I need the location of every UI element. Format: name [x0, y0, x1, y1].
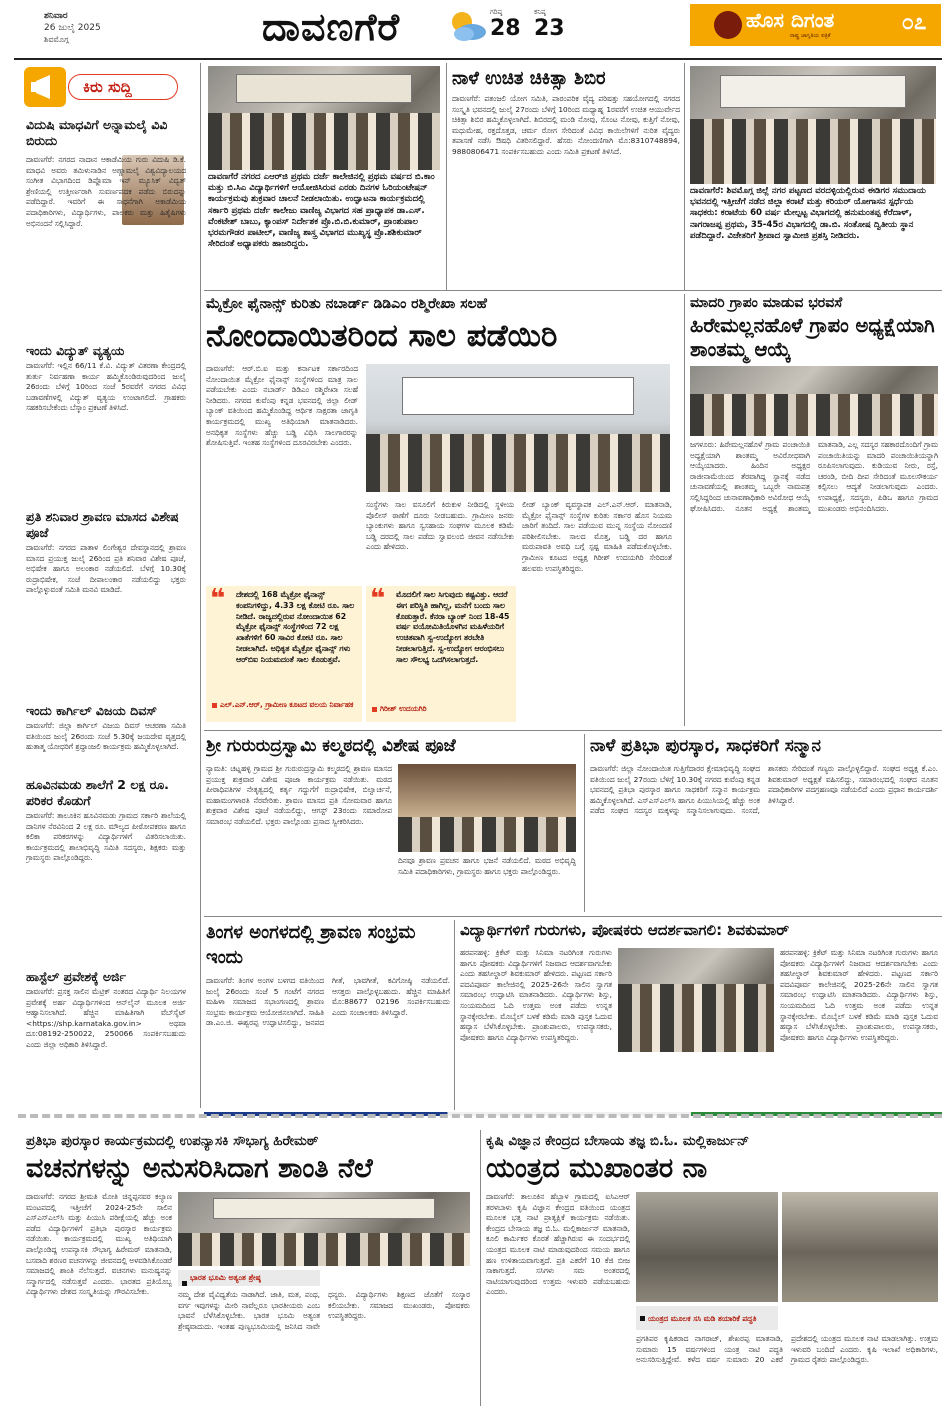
vachana-body: ದಾವಣಗೆರೆ: ನಗರದ ಶ್ರೀಮತಿ ಮೋತಿ ಚಿನ್ನಪ್ಪನವರ ಕಲ್ಯಾಣ ಮಂಟಪದಲ್ಲಿ ಇತ್ತೀಚೆಗೆ 2024-25ನೇ ಸಾಲಿನ ಎಸ್‌ಎಸ್‌ಎಲ್‌ಸಿ ಮತ್ತು ಪಿಯುಸಿ ಪರೀಕ್ಷೆಯಲ್ಲಿ ಹೆಚ್ಚು ಅಂಕ ಪಡೆದ ವಿದ್ಯಾರ್ಥಿಗಳಿಗೆ ಪ್ರತಿಭಾ ಪುರಸ್ಕಾರ ಕಾರ್ಯಕ್ರಮ ನಡೆಯಿತು. ಕಾರ್ಯಕ್ರಮದಲ್ಲಿ ಮುಖ್ಯ ಅತಿಥಿಯಾಗಿ ಪಾಲ್ಗೊಂಡಿದ್ದ ಉಪನ್ಯಾಸಕಿ ಸೌಭಾಗ್ಯ ಹಿರೇಮಠ್ ಮಾತನಾಡಿ, ಬಸವಾದಿ ಶರಣರ ವಚನಗಳನ್ನು ಜೀವನದಲ್ಲಿ ಅಳವಡಿಸಿಕೊಂಡರೆ ಸಮಾಜದಲ್ಲಿ ಶಾಂತಿ ನೆಲೆಸುತ್ತದೆ. ವಚನಗಳು ಮನುಷ್ಯನನ್ನು ಸನ್ಮಾರ್ಗದಲ್ಲಿ ನಡೆಸುತ್ತವೆ ಎಂದರು. ಭಾರತದ ಪ್ರತಿಯೊಬ್ಬ ವಿದ್ಯಾರ್ಥಿಗಳು ದೇಶದ ಸಂಸ್ಕೃತಿಯನ್ನು ಗೌರವಿಸಬೇಕು.: [26, 1192, 172, 1297]
bullet-icon: [640, 1316, 645, 1321]
bullet-icon: [372, 707, 377, 712]
masthead-date: 26 ಜುಲೈ 2025: [44, 23, 101, 33]
lead-quote-2-by: ಗಿರೀಶ್ ಉದಯಗಿರಿ: [380, 704, 427, 713]
vachana-headline: ವಚನಗಳನ್ನು ಅನುಸರಿಸಿದಾಗ ಶಾಂತಿ ನೆಲೆ: [26, 1153, 373, 1184]
karate-award-caption: ದಾವಣಗೆರೆ: ಶಿವಮೊಗ್ಗ ಜಿಲ್ಲೆ ನಗರ ಪಟ್ಟಣದ ವರದಳ್ಳಿಯಲ್ಲಿರುವ ಈಡಿಗರ ಸಮುದಾಯ ಭವನದಲ್ಲಿ ಇತ್ತೀಚೆಗೆ ನಡೆದ ಜಿಲ್ಲಾ ಕರಾಟೆ ಮತ್ತು ಕರಿಯರ್ ಯೋಗಾಸನ ಸ್ಪರ್ಧೆಯ ಸಾಧಕರು: ಕರಾಟೆಯ 60 ವರ್ಷ ಮೇಲ್ಪಟ್ಟ ವಿಭಾಗದಲ್ಲಿ ಹನುಮಂತಪ್ಪ ಕೆರೆದಾಳ್, ನಾಗರಾಜಪ್ಪ ಪ್ರಥಮ, 35-45ರ ವಿಭಾಗದಲ್ಲಿ ಡಾ.ಬಿ. ಸಂತೋಷ ದ್ವಿತೀಯ ಸ್ಥಾನ ಪಡೆದಿದ್ದಾರೆ. ವಿಜೇತರಿಗೆ ಶ್ರೀಪಾದ ಸ್ವಾಮೀಜಿ ಪ್ರಶಸ್ತಿ ನೀಡಿದರು.: [690, 186, 926, 241]
principal-event-photo: [618, 948, 774, 1052]
brief-title: ಕಿರು ಸುದ್ದಿ: [83, 78, 132, 96]
shravana-body: ದಾವಣಗೆರೆ: ತಿಂಗಳ ಅಂಗಳ ಬಳಗದ ವತಿಯಿಂದ ಜುಲೈ 26ರಂದು ಸಂಜೆ 5 ಗಂಟೆಗೆ ನಗರದ ಮಹಿಳಾ ಸಮಾಜದ ಸಭಾಂಗಣದಲ್ಲಿ ಶ್ರಾವಣ ಸಂಭ್ರಮ ಕಾರ್ಯಕ್ರಮ ಆಯೋಜಿಸಲಾಗಿದೆ. ಸಾಹಿತಿ ಡಾ.ಎಂ.ಜಿ. ಈಶ್ವರಪ್ಪ ಉದ್ಘಾಟಿಸಲಿದ್ದು, ಜನಪದ ಗೀತೆ, ಭಾವಗೀತೆ, ಕವಿಗೋಷ್ಠಿ ನಡೆಯಲಿದೆ. ಆಸಕ್ತರು ಪಾಲ್ಗೊಳ್ಳಬಹುದು. ಹೆಚ್ಚಿನ ಮಾಹಿತಿಗೆ ಮೊ:88677 02196 ಸಂಪರ್ಕಿಸಬಹುದು ಎಂದು ಸಂಚಾಲಕರು ತಿಳಿಸಿದ್ದಾರೆ.: [206, 976, 450, 1028]
brief-item-head: ಇಂದು ಕಾರ್ಗಿಲ್ ವಿಜಯ ದಿವಸ್: [26, 703, 157, 718]
brand-banner: [690, 4, 941, 46]
college-event-caption: ದಾವಣಗೆರೆ ನಗರದ ಎಆರ್‌ಜಿ ಪ್ರಥಮ ದರ್ಜೆ ಕಾಲೇಜಿನಲ್ಲಿ ಪ್ರಥಮ ವರ್ಷದ ಬಿ.ಕಾಂ ಮತ್ತು ಬಿ.ಸಿಎ ವಿದ್ಯಾರ್ಥಿಗಳಿಗೆ ಆಯೋಜಿಸಿರುವ ಎರಡು ದಿನಗಳ ಓರಿಯಂಟೇಷನ್ ಕಾರ್ಯಕ್ರಮವು ಶುಕ್ರವಾರ ಚಾಲನೆ ನೀಡಲಾಯಿತು. ಉದ್ಘಾಟನಾ ಕಾರ್ಯಕ್ರಮದಲ್ಲಿ ಸರ್ಕಾರಿ ಪ್ರಥಮ ದರ್ಜೆ ಕಾಲೇಜು ವಾಣಿಜ್ಯ ವಿಭಾಗದ ಸಹ ಪ್ರಾಧ್ಯಾಪಕ ಡಾ.ಎಸ್. ವೆಂಕಟೇಶ್ ಬಾಬು, ಕ್ಯಾಂಪಸ್ ನಿರ್ದೇಶಕ ಪ್ರೊ.ಬಿ.ಬಿ.ಕುಮಾರ್, ಪ್ರಾಂಶುಪಾಲ ಭರಮಗೌಡರ ಪಾಟೀಲ್, ವಾಣಿಜ್ಯ ಶಾಸ್ತ್ರ ವಿಭಾಗದ ಮುಖ್ಯಸ್ಥ ಪ್ರೊ.ಶಶಿಕುಮಾರ್ ಸೇರಿದಂತೆ ಅಧ್ಯಾಪಕರು ಹಾಜರಿದ್ದರು.: [208, 172, 435, 250]
brief-item-head: ಪ್ರತಿ ಶನಿವಾರ ಶ್ರಾವಣ ಮಾಸದ ವಿಶೇಷ ಪೂಜೆ: [26, 509, 179, 540]
brand-tagline: ರಾಷ್ಟ್ರ ಜಾಗೃತಿಯ ಪತ್ರಿಕೆ: [790, 33, 831, 39]
panchayat-kicker: ಮಾದರಿ ಗ್ರಾಪಂ ಮಾಡುವ ಭರವಸೆ: [690, 295, 843, 311]
section-rule: [204, 916, 942, 917]
brief-item-body: ದಾವಣಗೆರೆ: ಇಲ್ಲಿನ 66/11 ಕೆ.ವಿ. ವಿದ್ಯುತ್ ವಿತರಣಾ ಕೇಂದ್ರದಲ್ಲಿ ತುರ್ತು ನಿರ್ವಹಣಾ ಕಾರ್ಯ ಹಮ್ಮಿಕೊಂಡಿರುವುದರಿಂದ ಜುಲೈ 26ರಂದು ಬೆಳಿಗ್ಗೆ 10ರಿಂದ ಸಂಜೆ 5ರವರೆಗೆ ನಗರದ ವಿವಿಧ ಬಡಾವಣೆಗಳಲ್ಲಿ ವಿದ್ಯುತ್ ವ್ಯತ್ಯಯ ಉಂಟಾಗಲಿದೆ. ಗ್ರಾಹಕರು ಸಹಕರಿಸಬೇಕೆಂದು ಬೆಸ್ಕಾಂ ಪ್ರಕಟಣೆ ತಿಳಿಸಿದೆ.: [26, 361, 186, 413]
masthead-city: ದಾವಣಗೆರೆ: [262, 5, 401, 49]
camp-body: ದಾವಣಗೆರೆ: ಪತಂಜಲಿ ಯೋಗ ಸಮಿತಿ, ಪಾರಂಪರಿಕ ವೈದ್ಯ ಪರಿಷತ್ತು ಸಹಯೋಗದಲ್ಲಿ ನಗರದ ಸಂಸ್ಕೃತಿ ಭವನದಲ್ಲಿ ಜುಲೈ 27ರಂದು ಬೆಳಿಗ್ಗೆ 10ರಿಂದ ಮಧ್ಯಾಹ್ನ 1ರವರೆಗೆ ಉಚಿತ ಆಯುರ್ವೇದ ಚಿಕಿತ್ಸಾ ಶಿಬಿರ ಹಮ್ಮಿಕೊಳ್ಳಲಾಗಿದೆ. ಶಿಬಿರದಲ್ಲಿ ಮಂಡಿ ನೋವು, ಸೊಂಟ ನೋವು, ಕುತ್ತಿಗೆ ನೋವು, ಮಧುಮೇಹ, ರಕ್ತದೊತ್ತಡ, ಚರ್ಮ ರೋಗ ಸೇರಿದಂತೆ ವಿವಿಧ ಕಾಯಿಲೆಗಳಿಗೆ ನುರಿತ ವೈದ್ಯರು ತಪಾಸಣೆ ನಡೆಸಿ ಔಷಧಿ ವಿತರಿಸಲಿದ್ದಾರೆ. ಹೆಸರು ನೋಂದಣಿಗಾಗಿ ಮೊ:8310748894, 9880806471 ಸಂಪರ್ಕಿಸಬಹುದು ಎಂದು ಸಮಿತಿ ಪ್ರಕಟಣೆ ತಿಳಿಸಿದೆ.: [452, 94, 680, 156]
brand-name: ಹೊಸ ದಿಗಂತ: [746, 8, 835, 32]
lead-headline: ನೋಂದಾಯಿತರಿಂದ ಸಾಲ ಪಡೆಯಿರಿ: [206, 318, 558, 354]
lead-body-col2: ಸಂಸ್ಥೆಗಳು ಸಾಲ ವಸೂಲಿಗೆ ಕಿರುಕುಳ ನೀಡಿದಲ್ಲಿ ಸ್ಥಳೀಯ ಪೊಲೀಸ್ ಠಾಣೆಗೆ ದೂರು ನೀಡಬಹುದು. ಗ್ರಾಮೀಣ ಜನರು ಬ್ಯಾಂಕುಗಳು ಹಾಗೂ ಸ್ವಸಹಾಯ ಸಂಘಗಳ ಮೂಲಕ ಕಡಿಮೆ ಬಡ್ಡಿ ದರದಲ್ಲಿ ಸಾಲ ಪಡೆದು ಸ್ವಾವಲಂಬಿ ಜೀವನ ನಡೆಸಬೇಕು ಎಂದು ಹೇಳಿದರು.: [366, 500, 514, 552]
brief-item-head: ಇಂದು ವಿದ್ಯುತ್ ವ್ಯತ್ಯಯ: [26, 343, 125, 358]
partly-cloudy-icon: [446, 8, 490, 44]
brief-item-head: ಹೂವಿನಮಡು ಶಾಲೆಗೆ 2 ಲಕ್ಷ ರೂ. ಪರಿಕರ ಕೊಡುಗೆ: [26, 777, 169, 808]
agri-kicker: ಕೃಷಿ ವಿಜ್ಞಾನ ಕೇಂದ್ರದ ಬೇಸಾಯ ತಜ್ಞ ಬಿ.ಓ. ಮಲ್ಲಿಕಾರ್ಜುನ್: [486, 1133, 750, 1149]
column-divider: [446, 63, 447, 291]
brief-item-body: ದಾವಣಗೆರೆ: ತಾಲೂಕಿನ ಹೂವಿನಮಡು ಗ್ರಾಮದ ಸರ್ಕಾರಿ ಶಾಲೆಯಲ್ಲಿ ದಾನಿಗಳ ನೆರವಿನಿಂದ 2 ಲಕ್ಷ ರೂ. ಮೌಲ್ಯದ ಪೀಠೋಪಕರಣ ಹಾಗೂ ಕಲಿಕಾ ಪರಿಕರಗಳನ್ನು ವಿದ್ಯಾರ್ಥಿಗಳಿಗೆ ವಿತರಿಸಲಾಯಿತು. ಕಾರ್ಯಕ್ರಮದಲ್ಲಿ ಶಾಲಾಭಿವೃದ್ಧಿ ಸಮಿತಿ ಸದಸ್ಯರು, ಶಿಕ್ಷಕರು ಮತ್ತು ಗ್ರಾಮಸ್ಥರು ಪಾಲ್ಗೊಂಡಿದ್ದರು.: [26, 811, 186, 863]
temple-story: [206, 734, 580, 914]
masthead-edition: ಶಿವಮೊಗ್ಗ: [44, 35, 69, 44]
vachana-story: [26, 1132, 474, 1406]
column-divider: [684, 294, 685, 726]
temple-body: ನ್ಯಾಮತಿ: ಚಟ್ನಹಳ್ಳಿ ಗ್ರಾಮದ ಶ್ರೀ ಗುರುರುದ್ರಸ್ವಾಮಿ ಕಲ್ಮಠದಲ್ಲಿ ಶ್ರಾವಣ ಮಾಸದ ಪ್ರಯುಕ್ತ ಶುಕ್ರವಾರ ವಿಶೇಷ ಪೂಜಾ ಕಾರ್ಯಕ್ರಮ ನಡೆಯಿತು. ಮಠದ ಪೀಠಾಧಿಪತಿಗಳ ನೇತೃತ್ವದಲ್ಲಿ ಕರ್ತೃ ಗದ್ದುಗೆಗೆ ರುದ್ರಾಭಿಷೇಕ, ಬಿಲ್ವಾರ್ಚನೆ, ಮಹಾಮಂಗಳಾರತಿ ನೆರವೇರಿತು. ಶ್ರಾವಣ ಮಾಸದ ಪ್ರತಿ ಸೋಮವಾರ ಹಾಗೂ ಶುಕ್ರವಾರ ವಿಶೇಷ ಪೂಜೆ ನಡೆಯಲಿದ್ದು, ಆಗಸ್ಟ್ 23ರಂದು ಸಮಾರೋಪ ಸಮಾರಂಭ ನಡೆಯಲಿದೆ. ಭಕ್ತರು ಪಾಲ್ಗೊಂಡು ಪ್ರಸಾದ ಸ್ವೀಕರಿಸಿದರು.: [206, 764, 392, 826]
section-rule: [204, 290, 942, 291]
dashed-rule: [18, 1114, 942, 1120]
brief-header: [24, 67, 194, 107]
vachana-box: [178, 1270, 320, 1286]
brief-item: [26, 703, 186, 769]
lead-quote-1-source: [212, 700, 358, 720]
masthead: [0, 0, 945, 58]
column-divider: [480, 1130, 481, 1406]
principal-story: [460, 920, 938, 1110]
min-temp: 23: [534, 16, 565, 41]
max-temp-block: [490, 8, 536, 48]
vachana-kicker: ಪ್ರತಿಭಾ ಪುರಸ್ಕಾರ ಕಾರ್ಯಕ್ರಮದಲ್ಲಿ ಉಪನ್ಯಾಸಕಿ ಸೌಭಾಗ್ಯ ಹಿರೇಮಠ್: [26, 1133, 319, 1149]
quote-mark-icon: ❝: [370, 588, 386, 610]
column-divider: [200, 63, 201, 1108]
award-body: ದಾವಣಗೆರೆ: ಜಿಲ್ಲಾ ನೋಂದಾಯಿತ ಗುತ್ತಿಗೆದಾರರ ಕ್ಷೇಮಾಭಿವೃದ್ಧಿ ಸಂಘದ ವತಿಯಿಂದ ಜುಲೈ 27ರಂದು ಬೆಳಿಗ್ಗೆ 10.30ಕ್ಕೆ ನಗರದ ಕುವೆಂಪು ಕನ್ನಡ ಭವನದಲ್ಲಿ ಪ್ರತಿಭಾ ಪುರಸ್ಕಾರ ಹಾಗೂ ಸಾಧಕರಿಗೆ ಸನ್ಮಾನ ಕಾರ್ಯಕ್ರಮ ಹಮ್ಮಿಕೊಳ್ಳಲಾಗಿದೆ. ಎಸ್‌ಎಸ್‌ಎಲ್‌ಸಿ ಹಾಗೂ ಪಿಯುಸಿಯಲ್ಲಿ ಹೆಚ್ಚು ಅಂಕ ಪಡೆದ ಸಂಘದ ಸದಸ್ಯರ ಮಕ್ಕಳನ್ನು ಸನ್ಮಾನಿಸಲಾಗುವುದು. ಸಂಸದೆ, ಶಾಸಕರು ಸೇರಿದಂತೆ ಗಣ್ಯರು ಪಾಲ್ಗೊಳ್ಳಲಿದ್ದಾರೆ. ಸಂಘದ ಅಧ್ಯಕ್ಷ ಕೆ.ಎಂ. ಶಿವಕುಮಾರ್ ಅಧ್ಯಕ್ಷತೆ ವಹಿಸಲಿದ್ದು, ಸಮಾರಂಭದಲ್ಲಿ ಸಂಘದ ನೂತನ ಪದಾಧಿಕಾರಿಗಳ ಪದಗ್ರಹಣವೂ ನಡೆಯಲಿದೆ ಎಂದು ಪ್ರಧಾನ ಕಾರ್ಯದರ್ಶಿ ತಿಳಿಸಿದ್ದಾರೆ.: [590, 764, 938, 816]
brief-item-head: ಹಾಸ್ಟೆಲ್ ಪ್ರವೇಶಕ್ಕೆ ಅರ್ಜಿ: [26, 969, 126, 984]
principal-body: ಹರಪನಹಳ್ಳಿ: ಕ್ರಿಕೆಟ್ ಮತ್ತು ಸಿನಿಮಾ ನಟರಿಗಿಂತ ಗುರುಗಳು ಹಾಗೂ ಪೋಷಕರು ವಿದ್ಯಾರ್ಥಿಗಳಿಗೆ ನಿಜವಾದ ಆದರ್ಶವಾಗಬೇಕು ಎಂದು ತಹಸೀಲ್ದಾರ್ ಶಿವಕುಮಾರ್ ಹೇಳಿದರು. ಪಟ್ಟಣದ ಸರ್ಕಾರಿ ಪದವಿಪೂರ್ವ ಕಾಲೇಜಿನಲ್ಲಿ 2025-26ನೇ ಸಾಲಿನ ಸ್ವಾಗತ ಸಮಾರಂಭ ಉದ್ಘಾಟಿಸಿ ಮಾತನಾಡಿದರು. ವಿದ್ಯಾರ್ಥಿಗಳು ಶಿಸ್ತು, ಸಂಯಮದಿಂದ ಓದಿ ಉತ್ತಮ ಅಂಕ ಪಡೆದು ಉನ್ನತ ಸ್ಥಾನಕ್ಕೇರಬೇಕು. ಮೊಬೈಲ್ ಬಳಕೆ ಕಡಿಮೆ ಮಾಡಿ ಪುಸ್ತಕ ಓದುವ ಹವ್ಯಾಸ ಬೆಳೆಸಿಕೊಳ್ಳಬೇಕು. ಪ್ರಾಂಶುಪಾಲರು, ಉಪನ್ಯಾಸಕರು, ಪೋಷಕರು ಹಾಗೂ ವಿದ್ಯಾರ್ಥಿಗಳು ಉಪಸ್ಥಿತರಿದ್ದರು.: [460, 948, 612, 1042]
camp-headline: ನಾಳೆ ಉಚಿತ ಚಿಕಿತ್ಸಾ ಶಿಬಿರ: [452, 68, 606, 89]
brief-title-tab: [68, 74, 178, 100]
min-temp-label: ಕನಿಷ್ಠ: [534, 8, 546, 16]
lead-quote-1-by: ಎಲ್.ಎನ್.ಆರ್, ಗ್ರಾಮೀಣ ಕೂಟದ ವಲಯ ನಿರ್ವಾಹಕ: [220, 700, 354, 709]
masthead-day: ಶನಿವಾರ: [44, 11, 68, 21]
brief-item: [26, 969, 186, 1105]
temple-puja-photo: [398, 764, 576, 852]
camp-article: [452, 66, 680, 288]
principal-headline: ವಿದ್ಯಾರ್ಥಿಗಳಿಗೆ ಗುರುಗಳು, ಪೋಷಕರು ಆದರ್ಶವಾಗಲಿ: ಶಿವಕುಮಾರ್: [460, 921, 790, 939]
award-headline: ನಾಳೆ ಪ್ರತಿಭಾ ಪುರಸ್ಕಾರ, ಸಾಧಕರಿಗೆ ಸನ್ಮಾನ: [590, 736, 821, 756]
panchayat-felicitation-photo: [690, 366, 938, 436]
section-rule: [204, 730, 942, 731]
shravana-headline: ತಿಂಗಳ ಅಂಗಳದಲ್ಲಿ ಶ್ರಾವಣ ಸಂಭ್ರಮ ಇಂದು: [206, 922, 416, 968]
college-event-photo: [208, 66, 440, 170]
agri-box-title: ಯಂತ್ರದ ಮೂಲಕ ಸಸಿ ಮಡಿ ತಯಾರಿಕೆ ಪದ್ಧತಿ: [648, 1314, 757, 1323]
agri-story: [486, 1132, 938, 1406]
temple-body-2: ದಿನವೂ ಶ್ರಾವಣ ಪ್ರವಚನ ಹಾಗೂ ಭಜನೆ ನಡೆಯಲಿದೆ. ಮಠದ ಅಭಿವೃದ್ಧಿ ಸಮಿತಿ ಪದಾಧಿಕಾರಿಗಳು, ಗ್ರಾಮಸ್ಥರು ಹಾಗೂ ಭಕ್ತರು ಪಾಲ್ಗೊಂಡಿದ್ದರು.: [398, 856, 576, 876]
vachana-box-title: ಭಾರತ ಭೂಮಿ ಅತ್ಯಂತ ಶ್ರೇಷ್ಠ: [190, 1273, 261, 1282]
lead-story: [206, 294, 678, 726]
agri-body-2: ಪ್ರಗತಿಪರ ಕೃಷಿಕರಾದ ನಾಗರಾಜ್, ಶೇಖರಪ್ಪ ಮಾತನಾಡಿ, ಸುಮಾರು 15 ವರ್ಷಗಳಿಂದ ಯಂತ್ರ ನಾಟಿ ಪದ್ಧತಿ ಅನುಸರಿಸುತ್ತಿದ್ದೇವೆ. ಕಳೆದ ವರ್ಷ ಸುಮಾರು 20 ಎಕರೆ ಪ್ರದೇಶದಲ್ಲಿ ಯಂತ್ರದ ಮೂಲಕ ನಾಟಿ ಮಾಡಲಾಗಿತ್ತು. ಉತ್ತಮ ಇಳುವರಿ ಬಂದಿದೆ ಎಂದರು. ಕೃಷಿ ಇಲಾಖೆ ಅಧಿಕಾರಿಗಳು, ಗ್ರಾಮದ ರೈತರು ಪಾಲ್ಗೊಂಡಿದ್ದರು.: [636, 1334, 938, 1365]
brief-item: [26, 509, 186, 701]
max-temp: 28: [490, 16, 521, 41]
vachana-body-2: ನಮ್ಮ ದೇಶ ವೈವಿಧ್ಯತೆಯ ನಾಡಾಗಿದೆ. ಜಾತಿ, ಮತ, ಪಂಥ, ವರ್ಗ ಇವುಗಳನ್ನು ಮೀರಿ ನಾವೆಲ್ಲರೂ ಭಾರತೀಯರು ಎಂಬ ಭಾವನೆ ಬೆಳೆಸಿಕೊಳ್ಳಬೇಕು. ಭಾರತ ಭೂಮಿ ಅತ್ಯಂತ ಶ್ರೇಷ್ಠವಾದುದು. ಇಂತಹ ಪುಣ್ಯಭೂಮಿಯಲ್ಲಿ ಜನಿಸಿದ ನಾವೇ ಧನ್ಯರು. ವಿದ್ಯಾರ್ಥಿಗಳು ಶಿಕ್ಷಣದ ಜೊತೆಗೆ ಸಂಸ್ಕಾರ ಕಲಿಯಬೇಕು. ಸಮಾಜದ ಮುಖಂಡರು, ಪೋಷಕರು ಉಪಸ್ಥಿತರಿದ್ದರು.: [178, 1290, 470, 1331]
quote-mark-icon: ❝: [210, 588, 226, 610]
panchayat-headline: ಹಿರೇಮಲ್ಲನಹೊಳೆ ಗ್ರಾಪಂ ಅಧ್ಯಕ್ಷೆಯಾಗಿ ಶಾಂತಮ್ಮ ಆಯ್ಕೆ: [690, 314, 935, 361]
brief-item: [26, 117, 186, 331]
agri-body: ದಾವಣಗೆರೆ: ತಾಲೂಕಿನ ಹೆಬ್ಬಾಳ ಗ್ರಾಮದಲ್ಲಿ ಐಸಿಎಆರ್ ತರಳಬಾಳು ಕೃಷಿ ವಿಜ್ಞಾನ ಕೇಂದ್ರದ ವತಿಯಿಂದ ಯಂತ್ರದ ಮೂಲಕ ಭತ್ತ ನಾಟಿ ಪ್ರಾತ್ಯಕ್ಷಿಕೆ ಕಾರ್ಯಕ್ರಮ ನಡೆಯಿತು. ಕೇಂದ್ರದ ಬೇಸಾಯ ತಜ್ಞ ಬಿ.ಓ. ಮಲ್ಲಿಕಾರ್ಜುನ್ ಮಾತನಾಡಿ, ಕೂಲಿ ಕಾರ್ಮಿಕರ ಕೊರತೆ ಹೆಚ್ಚಾಗಿರುವ ಈ ಸಂದರ್ಭದಲ್ಲಿ ಯಂತ್ರದ ಮೂಲಕ ನಾಟಿ ಮಾಡುವುದರಿಂದ ಸಮಯ ಹಾಗೂ ಹಣ ಉಳಿತಾಯವಾಗುತ್ತದೆ. ಪ್ರತಿ ಎಕರೆಗೆ 10 ಕೆಜಿ ಬೀಜ ಸಾಕಾಗುತ್ತದೆ. ಸಸಿಗಳು ಸಮ ಅಂತರದಲ್ಲಿ ನಾಟಿಯಾಗುವುದರಿಂದ ಉತ್ತಮ ಇಳುವರಿ ಪಡೆಯಬಹುದು ಎಂದರು.: [486, 1192, 630, 1297]
brief-item-body: ದಾವಣಗೆರೆ: ಜಿಲ್ಲಾ ಕಾರ್ಗಿಲ್ ವಿಜಯ ದಿವಸ್ ಆಚರಣಾ ಸಮಿತಿ ವತಿಯಿಂದ ಜುಲೈ 26ರಂದು ಸಂಜೆ 5.30ಕ್ಕೆ ಜಯದೇವ ವೃತ್ತದಲ್ಲಿ ಹುತಾತ್ಮ ಯೋಧರಿಗೆ ಶ್ರದ್ಧಾಂಜಲಿ ಕಾರ್ಯಕ್ರಮ ಹಮ್ಮಿಕೊಳ್ಳಲಾಗಿದೆ.: [26, 721, 186, 752]
panchayat-body: ಜಗಳೂರು: ಹಿರೇಮಲ್ಲನಹೊಳೆ ಗ್ರಾಮ ಪಂಚಾಯಿತಿ ಅಧ್ಯಕ್ಷೆಯಾಗಿ ಶಾಂತಮ್ಮ ಅವಿರೋಧವಾಗಿ ಆಯ್ಕೆಯಾದರು. ಹಿಂದಿನ ಅಧ್ಯಕ್ಷರ ರಾಜೀನಾಮೆಯಿಂದ ತೆರವಾಗಿದ್ದ ಸ್ಥಾನಕ್ಕೆ ನಡೆದ ಚುನಾವಣೆಯಲ್ಲಿ ಶಾಂತಮ್ಮ ಒಬ್ಬರೇ ನಾಮಪತ್ರ ಸಲ್ಲಿಸಿದ್ದರಿಂದ ಚುನಾವಣಾಧಿಕಾರಿ ಅವಿರೋಧ ಆಯ್ಕೆ ಘೋಷಿಸಿದರು. ನೂತನ ಅಧ್ಯಕ್ಷೆ ಶಾಂತಮ್ಮ ಮಾತನಾಡಿ, ಎಲ್ಲ ಸದಸ್ಯರ ಸಹಕಾರದೊಂದಿಗೆ ಗ್ರಾಮ ಪಂಚಾಯಿತಿಯನ್ನು ಮಾದರಿ ಪಂಚಾಯಿತಿಯನ್ನಾಗಿ ರೂಪಿಸಲಾಗುವುದು. ಕುಡಿಯುವ ನೀರು, ರಸ್ತೆ, ಚರಂಡಿ, ಬೀದಿ ದೀಪ ಸೇರಿದಂತೆ ಮೂಲಸೌಕರ್ಯ ಕಲ್ಪಿಸಲು ಆದ್ಯತೆ ನೀಡಲಾಗುವುದು ಎಂದರು. ಉಪಾಧ್ಯಕ್ಷೆ, ಸದಸ್ಯರು, ಪಿಡಿಒ ಹಾಗೂ ಗ್ರಾಮದ ಮುಖಂಡರು ಅಭಿನಂದಿಸಿದರು.: [690, 440, 938, 513]
max-temp-label: ಗರಿಷ್ಠ: [490, 8, 503, 16]
brief-item-body: ದಾವಣಗೆರೆ: ನಗರದ ಪಾತಾಳ ಲಿಂಗೇಶ್ವರ ದೇವಸ್ಥಾನದಲ್ಲಿ ಶ್ರಾವಣ ಮಾಸದ ಪ್ರಯುಕ್ತ ಜುಲೈ 26ರಿಂದ ಪ್ರತಿ ಶನಿವಾರ ವಿಶೇಷ ಪೂಜೆ, ಅಭಿಷೇಕ ಹಾಗೂ ಅಲಂಕಾರ ನಡೆಯಲಿದೆ. ಬೆಳಗ್ಗೆ 10.30ಕ್ಕೆ ರುದ್ರಾಭಿಷೇಕ, ಸಂಜೆ ದೀಪಾಲಂಕಾರ ನಡೆಯಲಿದ್ದು ಭಕ್ತರು ಪಾಲ್ಗೊಳ್ಳುವಂತೆ ಸಮಿತಿ ಮನವಿ ಮಾಡಿದೆ.: [26, 543, 186, 595]
brief-item: [26, 343, 186, 499]
brief-item-head: ವಿದುಷಿ ಮಾಧವಿಗೆ ಅನ್ನಾಮಲೈ ವಿವಿ ಬಿರುದು: [26, 117, 168, 148]
award-story: [590, 734, 938, 912]
shravana-story: [206, 920, 450, 1110]
agri-field-photo-1: [636, 1192, 778, 1302]
brief-column: [18, 63, 194, 1108]
lead-quote-box-1: [206, 586, 362, 722]
brief-item-body: ದಾವಣಗೆರೆ: ಪ್ರಸಕ್ತ ಸಾಲಿನ ಮೆಟ್ರಿಕ್ ನಂತರದ ವಿದ್ಯಾರ್ಥಿ ನಿಲಯಗಳ ಪ್ರವೇಶಕ್ಕೆ ಅರ್ಹ ವಿದ್ಯಾರ್ಥಿಗಳಿಂದ ಆನ್‌ಲೈನ್ ಮೂಲಕ ಅರ್ಜಿ ಆಹ್ವಾನಿಸಲಾಗಿದೆ. ಹೆಚ್ಚಿನ ಮಾಹಿತಿಗಾಗಿ ವೆಬ್‌ಸೈಟ್ <https://shp.karnataka.gov.in> ಅಥವಾ ದೂ:08192-250022, 250066 ಸಂಪರ್ಕಿಸಬಹುದು ಎಂದು ಜಿಲ್ಲಾ ಅಧಿಕಾರಿ ತಿಳಿಸಿದ್ದಾರೆ.: [26, 987, 186, 1049]
column-divider: [454, 920, 455, 1110]
page-number: ೦೭: [901, 10, 927, 35]
masthead-rule: [14, 58, 942, 60]
brand-logo-icon: [714, 11, 742, 39]
lead-quote-box-2: [366, 586, 516, 722]
column-divider: [584, 734, 585, 912]
column-divider: [684, 63, 685, 291]
lead-quote-2: ಮೊದಲಿಗೆ ಸಾಲ ಸಿಗುವುದು ಕಷ್ಟವಿತ್ತು. ಆದರೆ ಈಗ ಪರಿಸ್ಥಿತಿ ಹಾಗಿಲ್ಲ, ಮನೆಗೆ ಬಂದು ಸಾಲ ಕೊಡುತ್ತಾರೆ. ಕೆನರಾ ಬ್ಯಾಂಕ್ ನಿಂದ 18-45 ವರ್ಷ ವಯೋಮಿತಿಯೊಳಗಿನ ಮಹಿಳೆಯರಿಗೆ ಉಚಿತವಾಗಿ ಸ್ವ-ಉದ್ಯೋಗ ತರಬೇತಿ ನೀಡಲಾಗುತ್ತಿದೆ. ಸ್ವ-ಉದ್ಯೋಗ ಆರಂಭಿಸಲು ಸಾಲ ಸೌಲಭ್ಯ ಒದಗಿಸಲಾಗುತ್ತದೆ.: [396, 590, 510, 664]
temple-headline: ಶ್ರೀ ಗುರುರುದ್ರಸ್ವಾಮಿ ಕಲ್ಮಠದಲ್ಲಿ ವಿಶೇಷ ಪೂಜೆ: [206, 736, 456, 756]
masthead-dateline: [44, 10, 164, 54]
brief-item-body: ದಾವಣಗೆರೆ: ನಗರದ ನಾದಾನ ಆಕಾಡೆಮಿಯ ಗುರು ವಿದುಷಿ ಡಿ.ಕೆ. ಮಾಧವಿ ಅವರು ತಮಿಳುನಾಡಿನ ಅಣ್ಣಾಮಲೈ ವಿಶ್ವವಿದ್ಯಾಲಯದ ಸಂಗೀತ ವಿಭಾಗದಿಂದ ಡಿಪ್ಲೊಮಾ ಇನ್ ಮ್ಯೂಸಿಕ್ ವಿದ್ವತ್ ಶ್ರೇಣಿಯಲ್ಲಿ ಉತ್ತೀರ್ಣರಾಗಿ ಸುವರ್ಣಪದಕ ಪಡೆದು ಬಿರುದನ್ನು ಪಡೆದಿದ್ದಾರೆ. ಇವರಿಗೆ ಈ ಸಾಧನೆಗಾಗಿ ಅಕಾಡೆಮಿಯ ಪದಾಧಿಕಾರಿಗಳು, ವಿದ್ಯಾರ್ಥಿಗಳು, ಪಾಲಕರು ಮತ್ತು ಹಿತೈಷಿಗಳು ಅಭಿನಂದನೆ ಸಲ್ಲಿಸಿದ್ದಾರೆ.: [26, 155, 186, 228]
lead-kicker: ಮೈಕ್ರೋ ಫೈನಾನ್ಸ್ ಕುರಿತು ನಬಾರ್ಡ್ ಡಿಡಿಎಂ ರಶ್ಮಿರೇಖಾ ಸಲಹೆ: [206, 296, 487, 312]
brief-item: [26, 777, 186, 965]
principal-body-2: ಹರಪನಹಳ್ಳಿ: ಕ್ರಿಕೆಟ್ ಮತ್ತು ಸಿನಿಮಾ ನಟರಿಗಿಂತ ಗುರುಗಳು ಹಾಗೂ ಪೋಷಕರು ವಿದ್ಯಾರ್ಥಿಗಳಿಗೆ ನಿಜವಾದ ಆದರ್ಶವಾಗಬೇಕು ಎಂದು ತಹಸೀಲ್ದಾರ್ ಶಿವಕುಮಾರ್ ಹೇಳಿದರು. ಪಟ್ಟಣದ ಸರ್ಕಾರಿ ಪದವಿಪೂರ್ವ ಕಾಲೇಜಿನಲ್ಲಿ 2025-26ನೇ ಸಾಲಿನ ಸ್ವಾಗತ ಸಮಾರಂಭ ಉದ್ಘಾಟಿಸಿ ಮಾತನಾಡಿದರು. ವಿದ್ಯಾರ್ಥಿಗಳು ಶಿಸ್ತು, ಸಂಯಮದಿಂದ ಓದಿ ಉತ್ತಮ ಅಂಕ ಪಡೆದು ಉನ್ನತ ಸ್ಥಾನಕ್ಕೇರಬೇಕು. ಮೊಬೈಲ್ ಬಳಕೆ ಕಡಿಮೆ ಮಾಡಿ ಪುಸ್ತಕ ಓದುವ ಹವ್ಯಾಸ ಬೆಳೆಸಿಕೊಳ್ಳಬೇಕು. ಪ್ರಾಂಶುಪಾಲರು, ಉಪನ್ಯಾಸಕರು, ಪೋಷಕರು ಹಾಗೂ ವಿದ್ಯಾರ್ಥಿಗಳು ಉಪಸ್ಥಿತರಿದ್ದರು.: [780, 948, 938, 1042]
agri-headline: ಯಂತ್ರದ ಮುಖಾಂತರ ನಾ: [486, 1153, 708, 1184]
lead-quote-2-source: [372, 704, 512, 718]
lead-stage-photo: [366, 364, 670, 492]
bullet-icon: [212, 703, 217, 708]
min-temp-block: [534, 8, 580, 48]
agri-box: [636, 1306, 778, 1330]
lead-quote-1: ದೇಶದಲ್ಲಿ 168 ಮೈಕ್ರೋ ಫೈನಾನ್ಸ್ ಕಂಪನಿಗಳಿದ್ದು, 4.33 ಲಕ್ಷ ಕೋಟಿ ರೂ. ಸಾಲ ನೀಡಿದೆ. ರಾಜ್ಯದಲ್ಲಿರುವ ನೋಂದಾಯಿತ 62 ಮೈಕ್ರೋ ಫೈನಾನ್ಸ್ ಸಂಸ್ಥೆಗಳಿಂದ 72 ಲಕ್ಷ ಖಾತೆಗಳಿಗೆ 60 ಸಾವಿರ ಕೋಟಿ ರೂ. ಸಾಲ ನೀಡಲಾಗಿದೆ. ಅಧಿಕೃತ ಮೈಕ್ರೋ ಫೈನಾನ್ಸ್ ಗಳು ಆರ್‌ಬಿಐ ನಿಯಮದಂತೆ ಸಾಲ ಕೊಡುತ್ತವೆ.: [236, 590, 355, 664]
lead-body-col1: ದಾವಣಗೆರೆ: ಆರ್.ಬಿ.ಐ ಮತ್ತು ಕರ್ನಾಟಕ ಸರ್ಕಾರದಿಂದ ನೋಂದಾಯಿತ ಮೈಕ್ರೋ ಫೈನಾನ್ಸ್ ಸಂಸ್ಥೆಗಳಿಂದ ಮಾತ್ರ ಸಾಲ ಪಡೆಯಬೇಕು ಎಂದು ನಬಾರ್ಡ್ ಡಿಡಿಎಂ ರಶ್ಮಿರೇಖಾ ಸಲಹೆ ನೀಡಿದರು. ನಗರದ ಕುವೆಂಪು ಕನ್ನಡ ಭವನದಲ್ಲಿ ಜಿಲ್ಲಾ ಲೀಡ್ ಬ್ಯಾಂಕ್ ವತಿಯಿಂದ ಹಮ್ಮಿಕೊಂಡಿದ್ದ ಆರ್ಥಿಕ ಸಾಕ್ಷರತಾ ಜಾಗೃತಿ ಕಾರ್ಯಕ್ರಮದಲ್ಲಿ ಮುಖ್ಯ ಅತಿಥಿಯಾಗಿ ಮಾತನಾಡಿದರು. ಅನಧಿಕೃತ ಸಂಸ್ಥೆಗಳು ಹೆಚ್ಚು ಬಡ್ಡಿ ವಿಧಿಸಿ ಸಾಲಗಾರರನ್ನು ಶೋಷಿಸುತ್ತಿವೆ. ಇಂತಹ ಸಂಸ್ಥೆಗಳಿಂದ ದೂರವಿರಬೇಕು ಎಂದರು.: [206, 364, 358, 448]
lead-body-col3: ಲೀಡ್ ಬ್ಯಾಂಕ್ ವ್ಯವಸ್ಥಾಪಕ ಎಲ್.ಎನ್.ಆರ್. ಮಾತನಾಡಿ, ಮೈಕ್ರೋ ಫೈನಾನ್ಸ್ ಸಂಸ್ಥೆಗಳ ಕುರಿತು ಸರ್ಕಾರ ಹೊಸ ನಿಯಮ ಜಾರಿಗೆ ತಂದಿದೆ. ಸಾಲ ಪಡೆಯುವ ಮುನ್ನ ಸಂಸ್ಥೆಯ ನೋಂದಣಿ ಪರಿಶೀಲಿಸಬೇಕು. ಸಾಲದ ಮೊತ್ತ, ಬಡ್ಡಿ ದರ ಹಾಗೂ ಮರುಪಾವತಿ ಅವಧಿ ಬಗ್ಗೆ ಸ್ಪಷ್ಟ ಮಾಹಿತಿ ಪಡೆದುಕೊಳ್ಳಬೇಕು. ಗ್ರಾಮೀಣ ಕೂಟದ ಅಧ್ಯಕ್ಷ ಗಿರೀಶ್ ಉದಯಗಿರಿ ಸೇರಿದಂತೆ ಹಲವರು ಉಪಸ್ಥಿತರಿದ್ದರು.: [522, 500, 672, 573]
bullet-icon: [182, 1281, 187, 1286]
megaphone-icon: [24, 67, 66, 107]
vachana-audience-photo: [178, 1192, 470, 1266]
karate-award-photo: [690, 66, 936, 184]
panchayat-story: [690, 294, 938, 726]
agri-field-photo-2: [782, 1192, 938, 1302]
